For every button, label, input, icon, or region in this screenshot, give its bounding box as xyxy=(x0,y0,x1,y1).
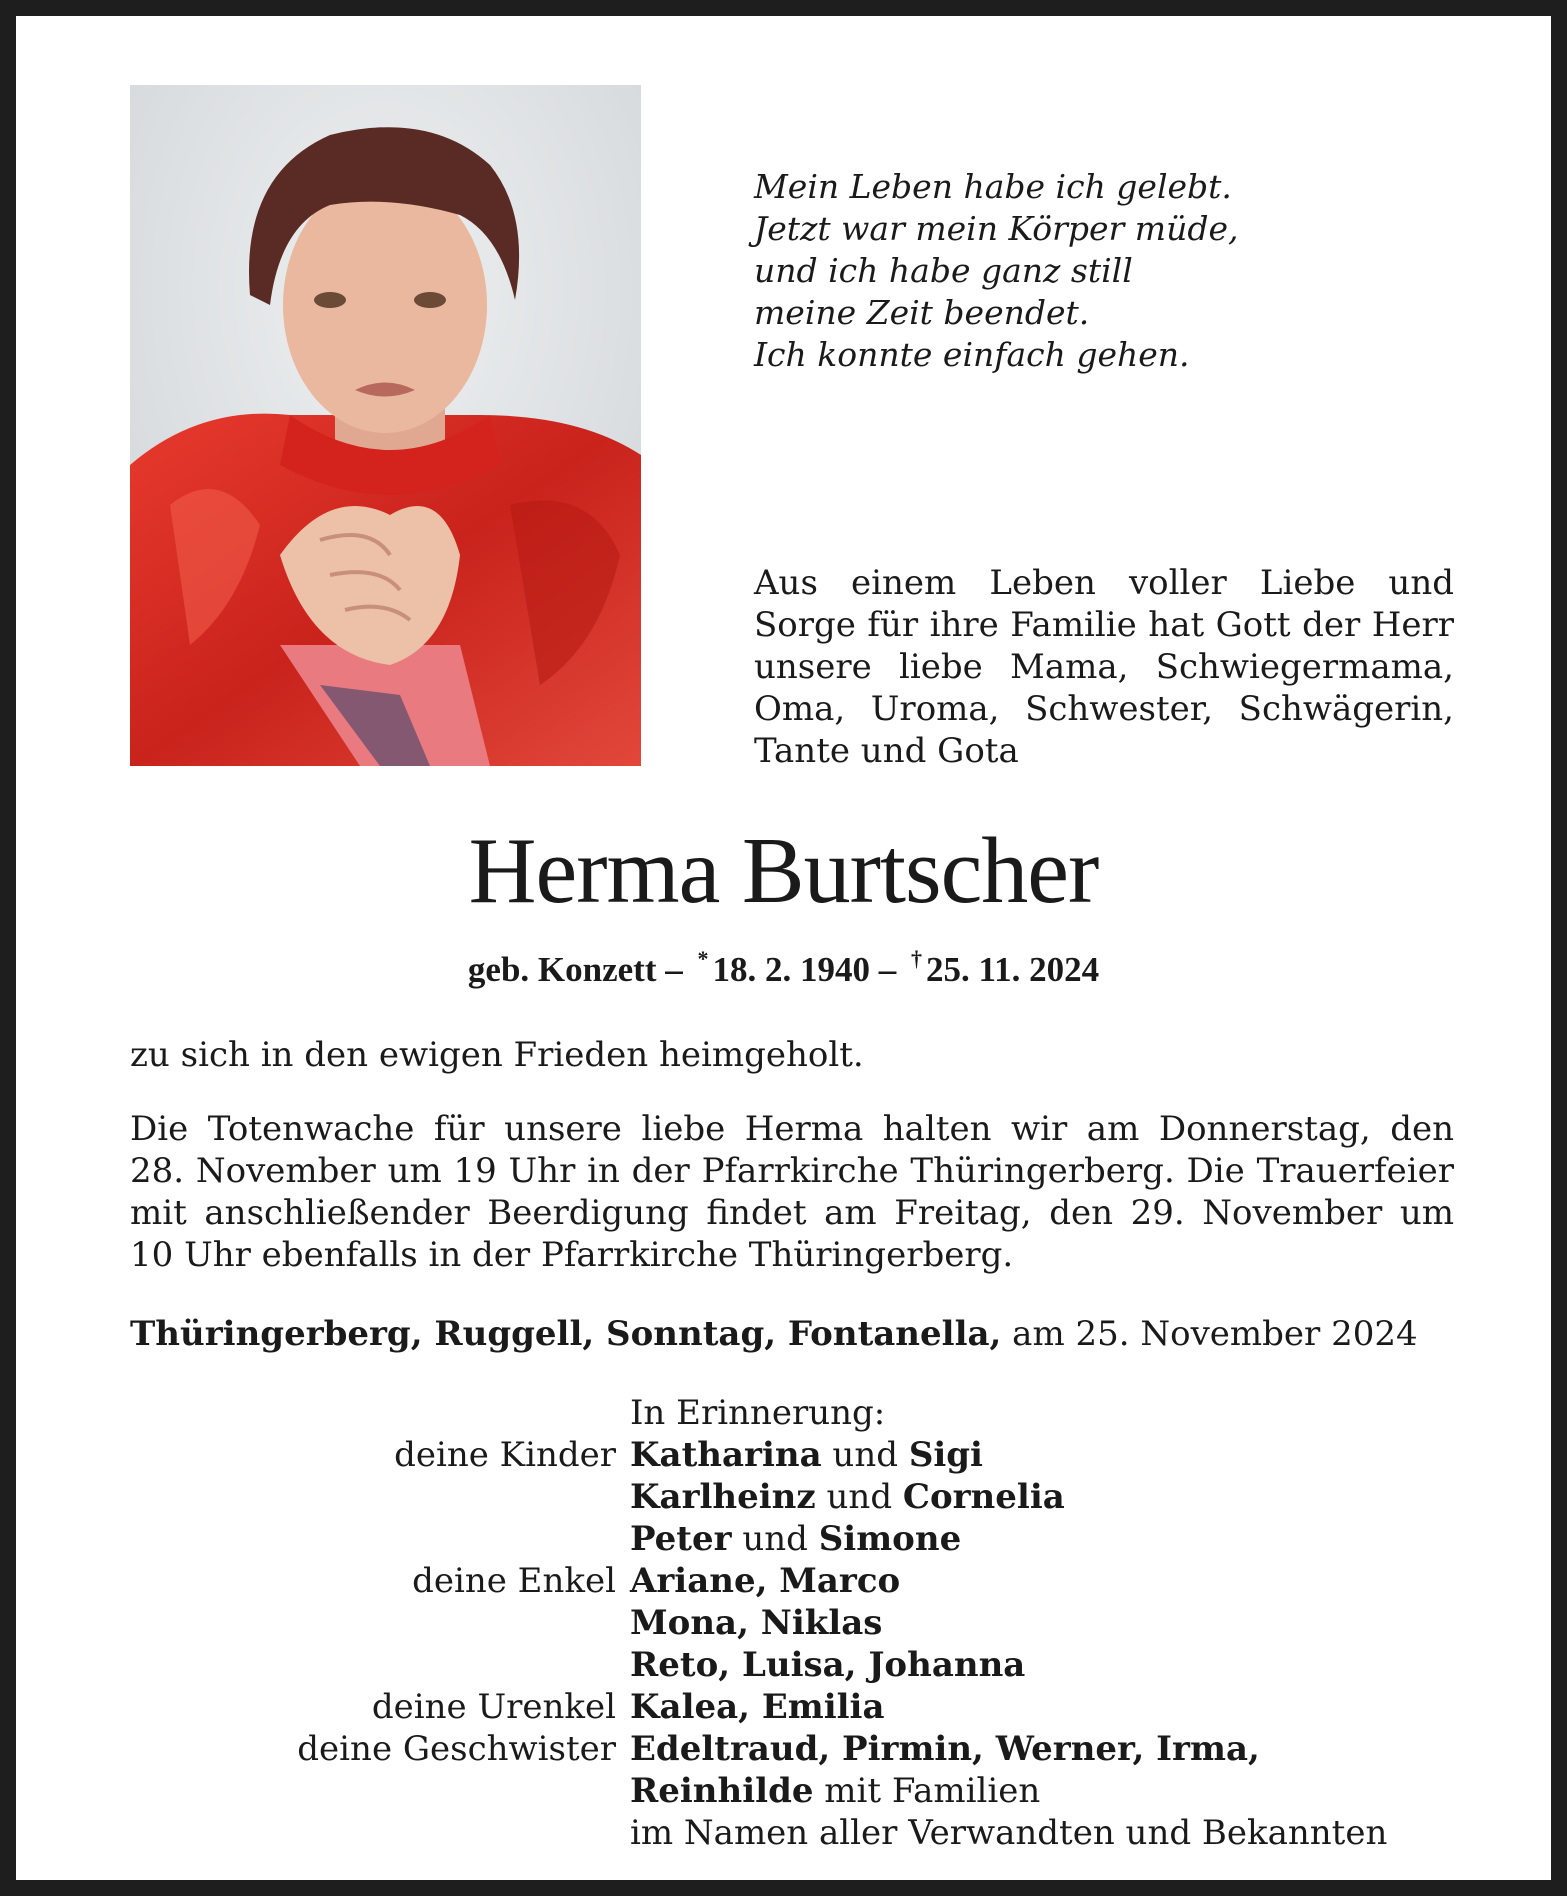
conjunction: und xyxy=(821,1435,909,1475)
group-label-geschwister: deine Geschwister xyxy=(297,1729,616,1769)
mourner-line xyxy=(630,1434,983,1476)
portrait-illustration xyxy=(130,85,641,766)
poem-line: meine Zeit beendet. xyxy=(754,293,1090,332)
group-label-enkel: deine Enkel xyxy=(412,1561,616,1601)
intro-line: unsere liebe Mama, Schwiegermama, xyxy=(754,647,1454,687)
conjunction: und xyxy=(731,1519,819,1559)
mourner-name: Cornelia xyxy=(902,1477,1065,1517)
group-label-urenkel: deine Urenkel xyxy=(371,1687,616,1727)
portrait-photo xyxy=(130,85,641,766)
conjunction: und xyxy=(815,1477,903,1517)
intro-line: Oma, Uroma, Schwester, Schwägerin, xyxy=(754,689,1454,729)
dash: – xyxy=(870,950,905,989)
mourner-names: Kalea, Emilia xyxy=(630,1687,885,1727)
place-date-line xyxy=(130,1313,1454,1355)
mourners-list xyxy=(16,1392,1551,1854)
life-dates xyxy=(16,946,1551,990)
mourner-names: Mona, Niklas xyxy=(630,1603,883,1643)
funeral-info-line: mit anschließender Beerdigung findet am Freitag, den 29. November um xyxy=(130,1193,1454,1233)
deceased-name: Herma Burtscher xyxy=(468,819,1099,923)
mourner-names: Edeltraud, Pirmin, Werner, Irma, xyxy=(630,1729,1260,1769)
mourners-heading: In Erinnerung: xyxy=(630,1393,886,1433)
intro-line: Sorge für ihre Familie hat Gott der Herr xyxy=(754,605,1454,645)
intro-line: Aus einem Leben voller Liebe und xyxy=(754,563,1454,603)
obituary-card xyxy=(16,16,1551,1880)
birth-date: 18. 2. 1940 xyxy=(712,950,870,989)
group-label-kinder: deine Kinder xyxy=(394,1435,616,1475)
funeral-info-line: Die Totenwache für unsere liebe Herma halten wir am Donnerstag, den xyxy=(130,1109,1454,1149)
birth-star-icon: * xyxy=(697,946,709,971)
families-text: mit Familien xyxy=(813,1771,1041,1811)
funeral-info-line: 28. November um 19 Uhr in der Pfarrkirche Thüringerberg. Die Trauerfeier xyxy=(130,1151,1454,1191)
mourner-names: Reto, Luisa, Johanna xyxy=(630,1645,1026,1685)
closing-line: im Namen aller Verwandten und Bekannten xyxy=(630,1813,1388,1853)
poem-line: Jetzt war mein Körper müde, xyxy=(754,209,1239,248)
funeral-info-line: 10 Uhr ebenfalls in der Pfarrkirche Thüringerberg. xyxy=(130,1235,1014,1275)
places: Thüringerberg, Ruggell, Sonntag, Fontanella, xyxy=(130,1314,1002,1354)
poem-line: Mein Leben habe ich gelebt. xyxy=(754,167,1232,206)
death-cross-icon: † xyxy=(911,946,922,971)
maiden-name: geb. Konzett xyxy=(467,950,657,989)
funeral-info xyxy=(130,1108,1454,1276)
death-date: 25. 11. 2024 xyxy=(926,950,1100,989)
mourner-name: Karlheinz xyxy=(630,1477,816,1517)
mourner-name: Simone xyxy=(818,1519,962,1559)
mourner-line xyxy=(630,1518,961,1560)
mourner-line xyxy=(630,1476,1065,1518)
intro-text xyxy=(754,562,1454,772)
heimgeholt-text: zu sich in den ewigen Frieden heimgeholt. xyxy=(130,1035,864,1075)
mourner-name: Sigi xyxy=(908,1435,983,1475)
notice-date: am 25. November 2024 xyxy=(1001,1314,1418,1354)
mourner-name: Reinhilde xyxy=(630,1771,814,1811)
dash: – xyxy=(656,950,692,989)
mourner-names: Ariane, Marco xyxy=(630,1561,901,1601)
mourner-name: Peter xyxy=(630,1519,732,1559)
poem-line: Ich konnte einfach gehen. xyxy=(754,335,1190,374)
intro-line: Tante und Gota xyxy=(754,731,1019,771)
poem xyxy=(754,166,1314,376)
mourner-name: Katharina xyxy=(630,1435,822,1475)
poem-line: und ich habe ganz still xyxy=(754,251,1133,290)
